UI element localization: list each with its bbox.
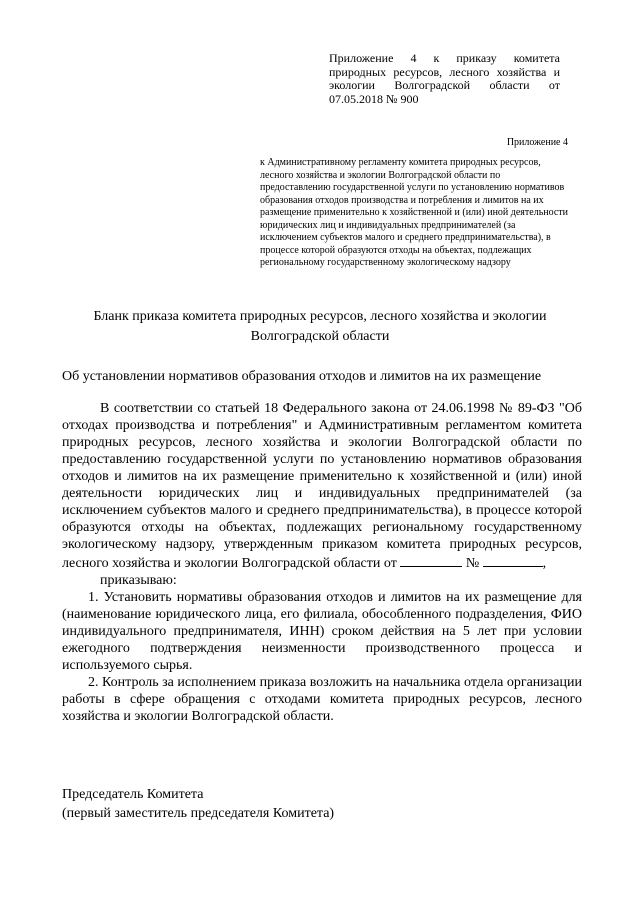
order-item-1: 1. Установить нормативы образования отходов и лимитов на их размещение для (наименование юридического лица, его филиала, обособленного подразделения, ФИО индивидуального предпринимателя, ИНН) сроком действия на 5 лет при условии ежегодного подтверждения неизменности производственного процесса и используемого сырья. bbox=[62, 590, 582, 673]
number-blank bbox=[483, 553, 543, 567]
signature-block bbox=[62, 785, 462, 823]
appendix-reference: к Административному регламенту комитета природных ресурсов, лесного хозяйства и экологии Волгоградской области по предоставлению государственной услуги по установлению нормативов образования отходов производства и потребления и лимитов на их размещение применительно к хозяйственной и (или) иной деятельности юридических лиц и индивидуальных предпринимателей (за исключением субъектов малого и среднего предпринимательства), в процессе которой образуются отходы на объектах, подлежащих региональному государственному экологическому надзору bbox=[260, 157, 569, 268]
document-body bbox=[62, 400, 582, 725]
signature-subtitle: (первый заместитель председателя Комитета) bbox=[62, 806, 335, 821]
document-subject: Об установлении нормативов образования отходов и лимитов на их размещение bbox=[62, 369, 542, 384]
appendix-header: Приложение 4 к приказу комитета природных ресурсов, лесного хозяйства и экологии Волгоградской области от 07.05.2018 № 900 bbox=[329, 51, 560, 106]
preamble-text: В соответствии со статьей 18 Федерального закона от 24.06.1998 № 89-ФЗ "Об отходах производства и потребления" и Административным регламентом комитета природных ресурсов, лесного хозяйства и экологии Волгоградской области по предоставлению государственной услуги по установлению нормативов образования отходов и лимитов на их размещение применительно к хозяйственной и (или) иной деятельности юридических лиц и индивидуальных предпринимателей (за исключением субъектов малого и среднего предпринимательства), в процессе которой образуются отходы на объектах, подлежащих региональному государственному экологическому надзору, утвержденным приказом комитета природных ресурсов, лесного хозяйства и экологии Волгоградской области от bbox=[62, 401, 582, 571]
document-title: Бланк приказа комитета природных ресурсов, лесного хозяйства и экологии Волгоградской области bbox=[93, 309, 547, 344]
date-blank bbox=[400, 553, 462, 567]
order-item-2: 2. Контроль за исполнением приказа возложить на начальника отдела организации работы в сфере обращения с отходами комитета природных ресурсов, лесного хозяйства и экологии Волгоградской области. bbox=[62, 675, 582, 724]
number-sign: № bbox=[465, 556, 480, 571]
orders-paragraph: приказываю: bbox=[100, 573, 177, 588]
signature-title: Председатель Комитета bbox=[62, 787, 204, 802]
appendix-number: Приложение 4 bbox=[506, 137, 568, 148]
preamble-paragraph: В соответствии со статьей 18 Федерального закона от 24.06.1998 № 89-ФЗ "Об отходах производства и потребления" и Административным регламентом комитета природных ресурсов, лесного хозяйства и экологии Волгоградской области по предоставлению государственной услуги по установлению нормативов образования отходов и лимитов на их размещение применительно к хозяйственной и (или) иной деятельности юридических лиц и индивидуальных предпринимателей (за исключением субъектов малого и среднего предпринимательства), в процессе которой образуются отходы на объектах, подлежащих региональному государственному экологическому надзору, утвержденным приказом комитета природных ресурсов, лесного хозяйства и экологии Волгоградской области от № , bbox=[62, 401, 582, 571]
